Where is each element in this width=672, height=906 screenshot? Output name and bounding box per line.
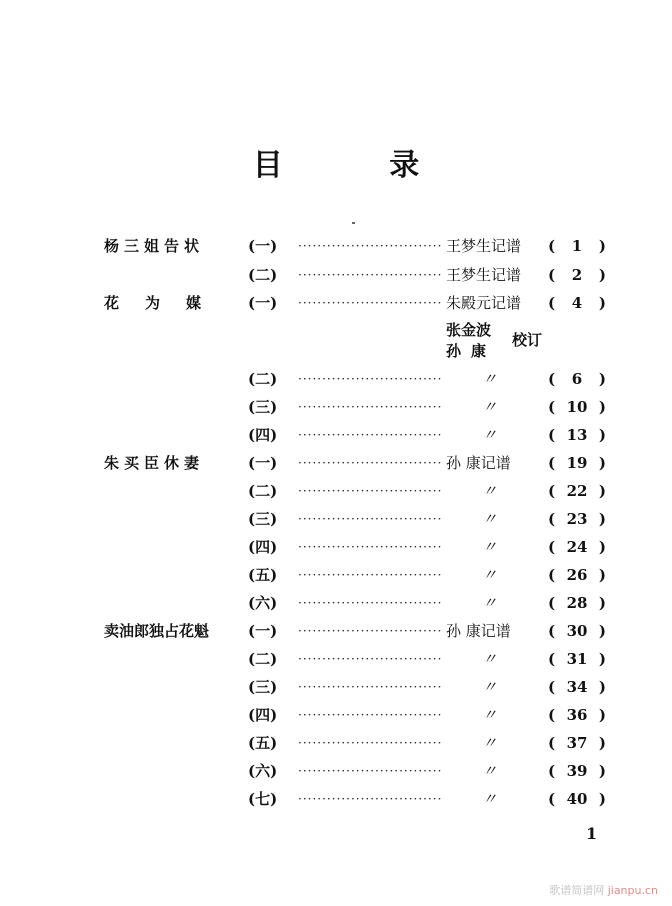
recorder-credit: 孙 康记谱 [446,454,511,472]
part-number: (二) [248,650,278,668]
page-number: 1 [571,237,583,255]
page-reference: ( 1 ) [548,237,606,255]
proofreader-note: 校订 [512,331,543,349]
part-number: (四) [248,706,278,724]
page-reference: ( 30 ) [548,622,606,640]
page-number: 22 [566,482,588,500]
part-number: (七) [248,790,278,808]
page-number: 28 [566,594,588,612]
toc-row[interactable] [0,368,672,390]
leader-dots: ······························ [298,540,443,554]
recorder-credit: 朱殿元记谱 [446,294,522,312]
leader-dots: ······························ [298,652,443,666]
page-reference: ( 36 ) [548,706,606,724]
toc-row[interactable] [0,424,672,446]
part-number: (四) [248,538,278,556]
ditto-mark: 〃 [482,566,498,584]
page-reference: ( 39 ) [548,762,606,780]
toc-row[interactable] [0,235,672,257]
page-number: 4 [571,294,583,312]
leader-dots: ······························ [298,372,443,386]
toc-row[interactable] [0,396,672,418]
page-reference: ( 34 ) [548,678,606,696]
leader-dots: ······························ [298,456,443,470]
page-reference: ( 24 ) [548,538,606,556]
page-reference: ( 19 ) [548,454,606,472]
toc-row[interactable] [0,564,672,586]
leader-dots: ······························ [298,708,443,722]
page-reference: ( 10 ) [548,398,606,416]
toc-row[interactable] [0,508,672,530]
part-number: (二) [248,482,278,500]
recorder-credit: 王梦生记谱 [446,266,522,284]
page-reference: ( 28 ) [548,594,606,612]
part-number: (一) [248,622,278,640]
part-number: (二) [248,266,278,284]
page-reference: ( 13 ) [548,426,606,444]
leader-dots: ······························ [298,624,443,638]
toc-row[interactable] [0,536,672,558]
page-number: 10 [566,398,588,416]
ditto-mark: 〃 [482,762,498,780]
toc-row[interactable] [0,480,672,502]
recorder-credit: 孙 康记谱 [446,622,511,640]
page-reference: ( 31 ) [548,650,606,668]
page-number: 19 [566,454,588,472]
leader-dots: ······························ [298,568,443,582]
toc-row[interactable] [0,648,672,670]
part-number: (三) [248,398,278,416]
page-reference: ( 23 ) [548,510,606,528]
leader-dots: ······························ [298,596,443,610]
proofreader-name: 张金波 [446,321,492,339]
page-number: 13 [566,426,588,444]
leader-dots: ······························ [298,400,443,414]
watermark-url: jianpu.cn [607,884,658,897]
watermark-site-name: 歌谱简谱网 [549,884,605,897]
toc-row[interactable] [0,292,672,314]
part-number: (六) [248,594,278,612]
page-reference: ( 6 ) [548,370,606,388]
leader-dots: ······························ [298,512,443,526]
piece-title: 卖油郎独占花魁 [104,622,210,640]
page-reference: ( 2 ) [548,266,606,284]
part-number: (五) [248,566,278,584]
ditto-mark: 〃 [482,706,498,724]
part-number: (六) [248,762,278,780]
page-number: 36 [566,706,588,724]
page-reference: ( 40 ) [548,790,606,808]
page-reference: ( 37 ) [548,734,606,752]
toc-row[interactable] [0,704,672,726]
ditto-mark: 〃 [482,426,498,444]
toc-row[interactable] [0,788,672,810]
leader-dots: ······························ [298,296,443,310]
ditto-mark: 〃 [482,790,498,808]
ditto-mark: 〃 [482,370,498,388]
piece-title: 杨三姐告状 [104,237,205,255]
ditto-mark: 〃 [482,734,498,752]
page-number: 6 [571,370,583,388]
page-number: 40 [566,790,588,808]
page-number: 34 [566,678,588,696]
page-number: 37 [566,734,588,752]
page-number: 24 [566,538,588,556]
leader-dots: ······························ [298,736,443,750]
folio-page-number: 1 [586,824,598,843]
toc-row[interactable] [0,760,672,782]
ditto-mark: 〃 [482,650,498,668]
page-number: 2 [571,266,583,284]
page-number: 31 [566,650,588,668]
part-number: (四) [248,426,278,444]
recorder-credit: 王梦生记谱 [446,237,522,255]
toc-row[interactable] [0,264,672,286]
toc-row[interactable] [0,620,672,642]
part-number: (三) [248,510,278,528]
toc-row[interactable] [0,592,672,614]
part-number: (一) [248,294,278,312]
page-reference: ( 4 ) [548,294,606,312]
ditto-mark: 〃 [482,482,498,500]
leader-dots: ······························ [298,680,443,694]
toc-row[interactable] [0,452,672,474]
part-number: (一) [248,454,278,472]
proofreader-name: 孙康 [446,342,497,360]
leader-dots: ······························ [298,268,443,282]
part-number: (五) [248,734,278,752]
page-number: 30 [566,622,588,640]
piece-title: 朱买臣休妻 [104,454,205,472]
ditto-mark: 〃 [482,538,498,556]
part-number: (一) [248,237,278,255]
leader-dots: ······························ [298,484,443,498]
toc-row[interactable] [0,676,672,698]
part-number: (三) [248,678,278,696]
ditto-mark: 〃 [482,510,498,528]
ditto-mark: 〃 [482,678,498,696]
page-number: 23 [566,510,588,528]
page-title: 目 录 [252,148,468,183]
leader-dots: ······························ [298,792,443,806]
page-number: 26 [566,566,588,584]
ditto-mark: 〃 [482,398,498,416]
page-number: 39 [566,762,588,780]
proofreader-credit [446,319,566,363]
page-reference: ( 26 ) [548,566,606,584]
page-reference: ( 22 ) [548,482,606,500]
leader-dots: ······························ [298,764,443,778]
leader-dots: ······························ [298,239,443,253]
piece-title: 花为媒 [104,294,228,312]
ditto-mark: 〃 [482,594,498,612]
leader-dots: ······························ [298,428,443,442]
part-number: (二) [248,370,278,388]
site-watermark [549,882,658,898]
toc-row[interactable] [0,732,672,754]
